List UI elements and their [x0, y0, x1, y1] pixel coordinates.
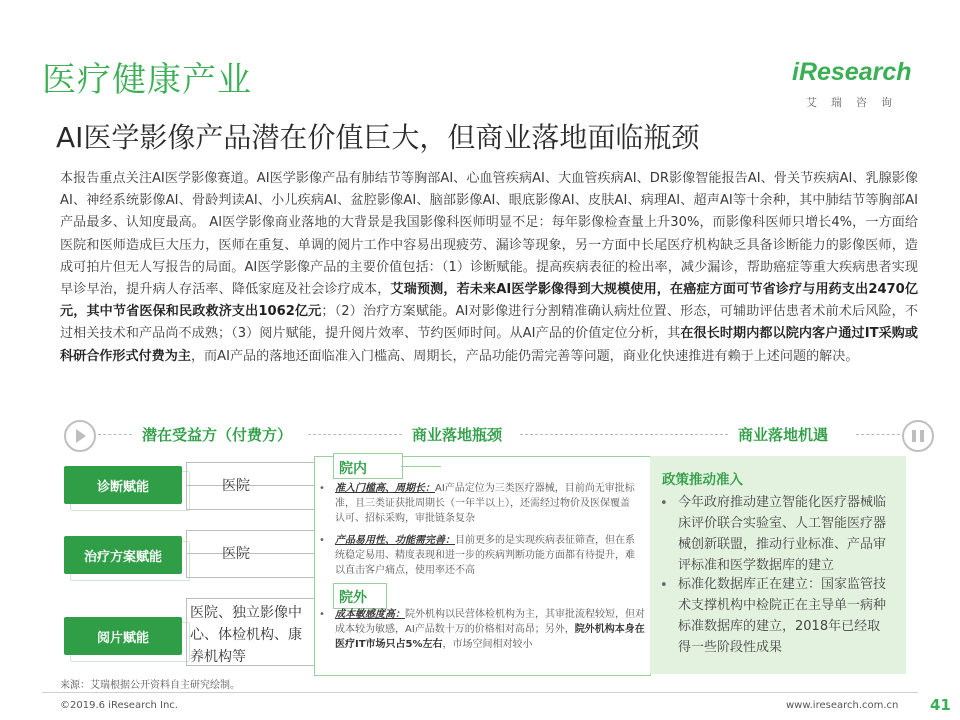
- opportunity-item-policy: 今年政府推动建立智能化医疗器械临床评价联合实验室、人工智能医疗器械创新联盟，推动行业标准、产品审评标准和医学数据库的建立: [678, 495, 887, 573]
- bottleneck-item-cost: 成本敏感度高：院外机构以民营体检机构为主，其审批流程较短，但对成本较为敏感，AI产品数十万的价格相对高昂；另外，院外机构本身在医疗IT市场只占5%左右，市场空间相对较小: [335, 609, 645, 650]
- source-note: 来源：艾瑞根据公开资料自主研究绘制。: [60, 680, 240, 691]
- payer-treatment: 医院: [222, 546, 250, 562]
- payer-reading: 医院、独立影像中心、体检机构、康养机构等: [190, 605, 302, 665]
- page-subtitle: AI医学影像产品潜在价值巨大，但商业落地面临瓶颈: [56, 121, 700, 154]
- body-text-2: ；（2）治疗方案赋能。AI对影像进行分割精准确认病灶位置、形态，可辅助评估患者术前术后风险，不过相关技术和产品尚不成熟；（3）阅片赋能，提升阅片效率、节约医师时间。从AI产品的价值定位分析，其: [60, 304, 918, 342]
- opportunity-header: 商业落地机遇: [738, 426, 829, 444]
- logo-brand: iResearch: [792, 58, 912, 86]
- tag-diagnosis: 诊断赋能: [64, 466, 182, 504]
- bottleneck-item-usability: 产品易用性、功能需完善：目前更多的是实现疾病表征筛查，但在系统稳定易用、精度表现和进一步的疾病判断功能方面都有待提升，难以直击客户痛点，使用率还不高: [335, 535, 635, 576]
- body-bold-1: 艾瑞预测，若未来AI医学影像得到大规模使用，在癌症方面可节省诊疗与用药支出2470亿元，其中节省医保和民政救济支出1062亿元: [60, 282, 918, 320]
- body-bold-2: 在很长时期内都以院内客户通过IT采购或科研合作形式付费为主: [60, 326, 918, 364]
- bottleneck-header: 商业落地瓶颈: [412, 426, 503, 444]
- play-icon[interactable]: [64, 420, 96, 452]
- bottleneck-box: 院内 • 准入门槛高、周期长：AI产品定位为三类医疗器械，目前尚无审批标准，且三类证获批周期长（一年半以上），还需经过物价及医保覆盖认可、招标采购，审批链条复杂 • 产品易用性、功能需完善：目前更多的是实现疾病表征筛查，但在系统稳定易用、精度表现和进一步的疾病判断功能方面都有待提升，难以直击客户痛点，使用率还不高 院外 • 成本敏感度高：院外机构以民营体检机构为主，其审批流程较短，但对成本较为敏感，AI产品数十万的价格相对高昂；另外，院外机构本身在医疗IT市场只占5%左右，市场空间相对较小: [314, 456, 651, 676]
- payer-diagnosis: 医院: [222, 478, 250, 494]
- body-text-3: ，而AI产品的落地还面临准入门槛高、周期长，产品功能仍需完善等问题，商业化快速推进有赖于上述问题的解决。: [190, 348, 859, 364]
- page-number: 41: [930, 696, 951, 714]
- website-link[interactable]: www.iresearch.com.cn: [786, 700, 899, 711]
- bottleneck-item-access: 准入门槛高、周期长：AI产品定位为三类医疗器械，目前尚无审批标准，且三类证获批周期长（一年半以上），还需经过物价及医保覆盖认可、招标采购，审批链条复杂: [335, 483, 635, 524]
- opportunity-head: 政策推动准入: [662, 472, 743, 488]
- body-text-1: 本报告重点关注AI医学影像赛道。AI医学影像产品有肺结节等胸部AI、心血管疾病AI、大血管疾病AI、DR影像智能报告AI、骨关节疾病AI、乳腺影像AI、神经系统影像AI、骨龄判读AI、小儿疾病AI、盆腔影像AI、脑部影像AI、眼底影像AI、皮肤AI、病理AI、超声AI等十余种，其中肺结节等胸部AI产品最多、认知度最高。 AI医学影像商业落地的大背景是我国影像科医师明显不足：每年影像检查量上升30%，而影像科医师只增长4%，一方面给医院和医师造成巨大压力，医师在重复、单调的阅片工作中容易出现疲劳、漏诊等现象，另一方面中长尾医疗机构缺乏具备诊断能力的影像医师，造成可拍片但无人写报告的局面。AI医学影像产品的主要价值包括：（1）诊断赋能。提高疾病表征的检出率，减少漏诊，帮助癌症等重大疾病患者实现早诊早治，提升病人存活率、降低家庭及社会诊疗成本，: [60, 171, 918, 298]
- payers-header: 潜在受益方（付费方）: [142, 426, 293, 444]
- body-paragraph: [60, 168, 918, 368]
- opportunity-box: 政策推动准入 • 今年政府推动建立智能化医疗器械临床评价联合实验室、人工智能医疗器械创新联盟，推动行业标准、产品审评标准和医学数据库的建立 • 标准化数据库正在建立：国家监管技术支撑机构中检院正在主导单一病种标准数据库的建立，2018年已经取得一些阶段性成果: [650, 456, 906, 674]
- tag-reading: 阅片赋能: [64, 617, 182, 655]
- footer-divider: [42, 692, 918, 693]
- logo-tagline: 艾瑞咨询: [806, 96, 906, 109]
- iresearch-logo: [792, 58, 922, 114]
- inhospital-label: 院内: [339, 461, 367, 477]
- copyright: ©2019.6 iResearch Inc.: [60, 700, 178, 711]
- outhospital-label: 院外: [339, 590, 367, 606]
- pause-icon[interactable]: [902, 420, 934, 452]
- page-title: 医疗健康产业: [42, 60, 252, 100]
- tag-treatment: 治疗方案赋能: [64, 536, 182, 574]
- opportunity-item-database: 标准化数据库正在建立：国家监管技术支撑机构中检院正在主导单一病种标准数据库的建立，2018年已经取得一些阶段性成果: [678, 577, 887, 655]
